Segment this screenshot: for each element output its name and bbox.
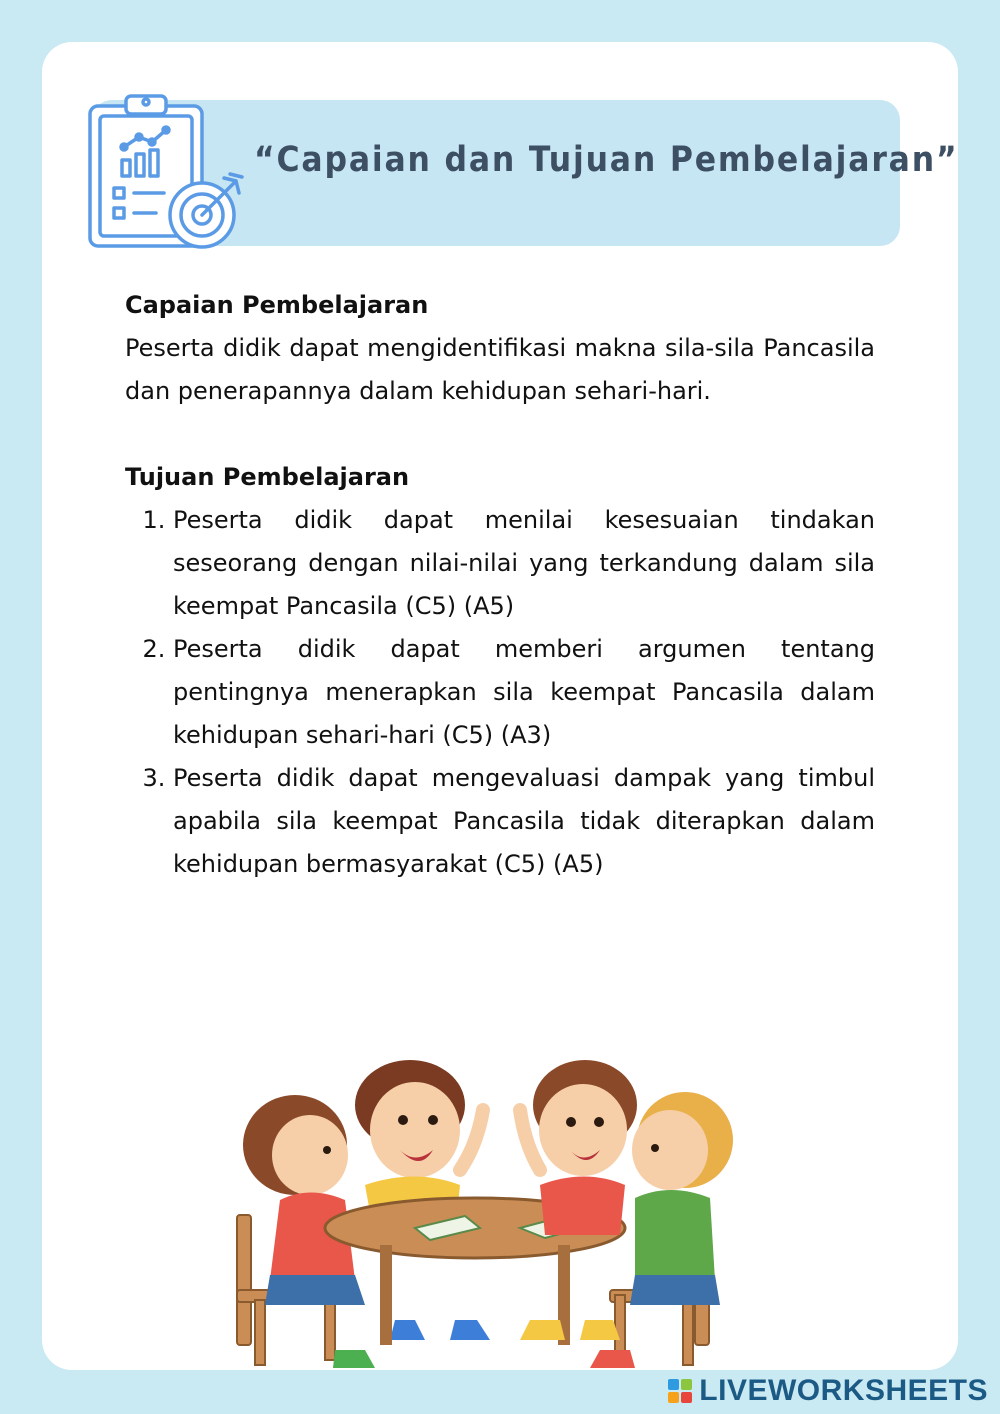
page-title: “Capaian dan Tujuan Pembelajaran” (254, 140, 959, 180)
children-discussion-illustration (215, 1050, 735, 1370)
list-item: 2. Peserta didik dapat memberi argumen tentang pentingnya menerapkan sila keempat Pancasila dalam kehidupan sehari-hari (C5) (A3) (173, 628, 875, 757)
tujuan-heading: Tujuan Pembelajaran (125, 463, 410, 491)
capaian-text: Peserta didik dapat mengidentifikasi makna sila-sila Pancasila dan penerapannya dalam kehidupan sehari-hari. (125, 334, 875, 405)
clipboard-target-icon (84, 92, 244, 252)
list-item: 3. Peserta didik dapat mengevaluasi dampak yang timbul apabila sila keempat Pancasila tidak diterapkan dalam kehidupan bermasyarakat (C5) (A5) (173, 757, 875, 886)
capaian-heading: Capaian Pembelajaran (125, 291, 429, 319)
content-body (125, 284, 875, 886)
liveworksheets-brand (667, 1374, 988, 1408)
list-item: 1. Peserta didik dapat menilai kesesuaian tindakan seseorang dengan nilai-nilai yang terkandung dalam sila keempat Pancasila (C5) (A5) (173, 499, 875, 628)
liveworksheets-logo-icon (667, 1378, 693, 1404)
tujuan-list (125, 499, 875, 886)
brand-name: LIVEWORKSHEETS (699, 1374, 988, 1407)
